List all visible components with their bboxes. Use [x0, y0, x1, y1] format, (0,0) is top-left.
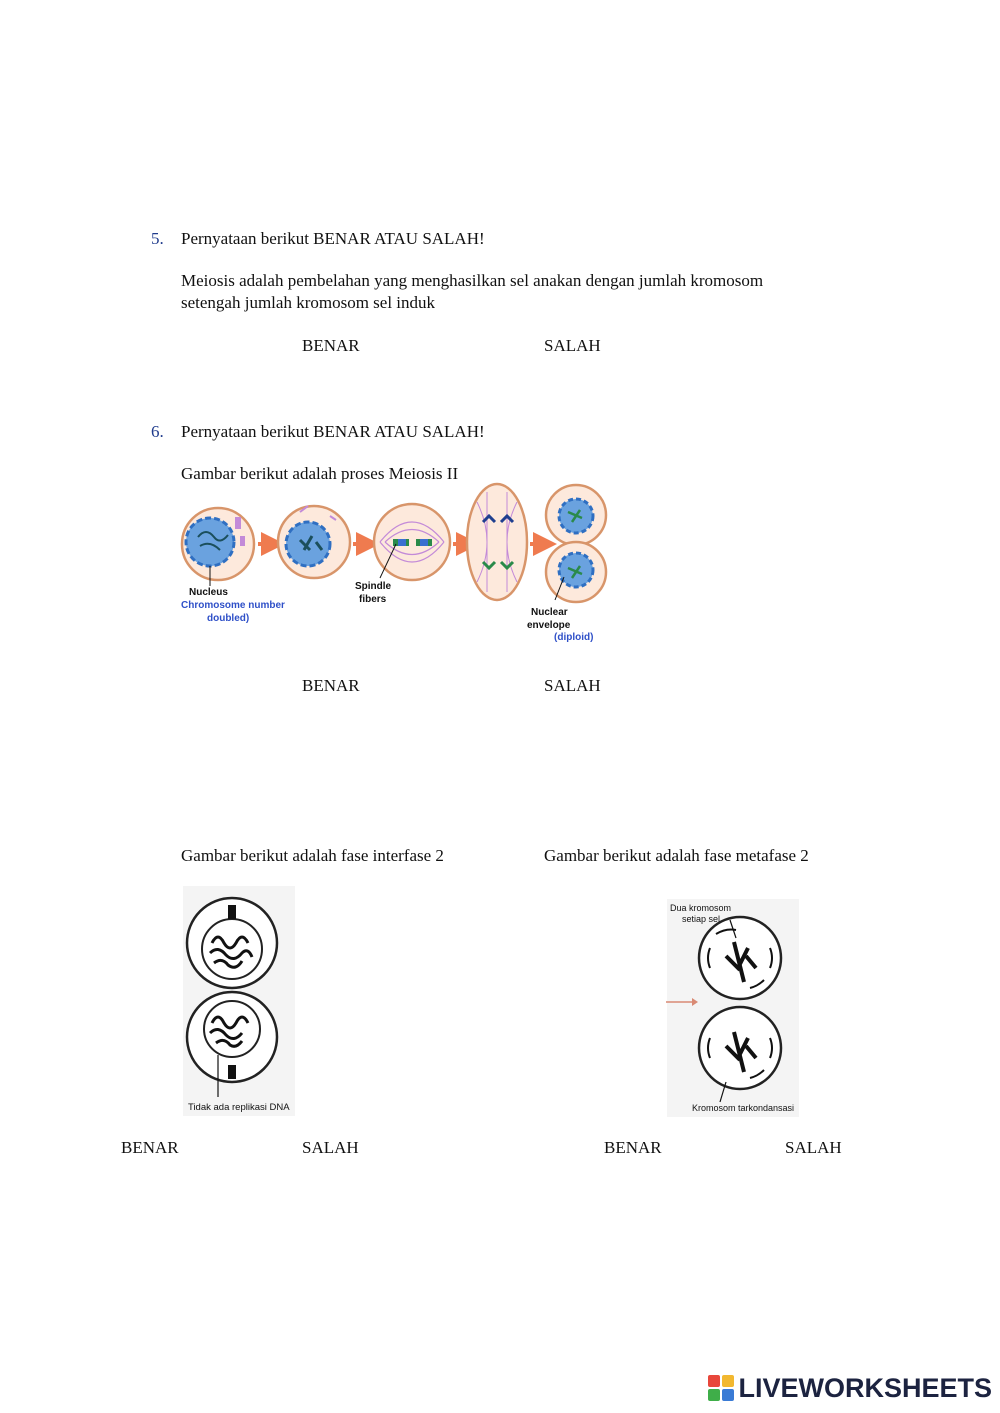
logo-text: LIVEWORKSHEETS	[738, 1372, 992, 1403]
label-dua-kromosom: Dua kromosom	[670, 903, 732, 913]
label-setiap-sel: setiap sel	[682, 914, 721, 924]
label-spindle: Spindle	[355, 581, 392, 592]
option-benar[interactable]: BENAR	[302, 676, 360, 695]
metafase-diagram	[666, 898, 800, 1118]
question-number: 5.	[151, 229, 164, 248]
statement: Gambar berikut adalah fase interfase 2	[181, 846, 444, 865]
cell-3	[374, 504, 450, 580]
option-benar[interactable]: BENAR	[604, 1138, 662, 1157]
statement: Gambar berikut adalah fase metafase 2	[544, 846, 809, 865]
question-number: 6.	[151, 422, 164, 441]
option-benar[interactable]: BENAR	[121, 1138, 179, 1157]
liveworksheets-logo	[708, 1371, 992, 1405]
label-tidak-ada-replikasi: Tidak ada replikasi DNA	[188, 1102, 290, 1113]
label-fibers: fibers	[359, 594, 387, 605]
label-chromosome-number: Chromosome number	[181, 600, 285, 611]
statement: Gambar berikut adalah proses Meiosis II	[181, 464, 459, 483]
logo-icon	[708, 1375, 734, 1401]
label-envelope: envelope	[527, 620, 571, 631]
option-salah[interactable]: SALAH	[544, 336, 601, 355]
label-kromosom-tarkondansasi: Kromosom tarkondansasi	[692, 1103, 795, 1113]
option-salah[interactable]: SALAH	[302, 1138, 359, 1157]
option-benar[interactable]: BENAR	[302, 336, 360, 355]
statement-line-1: Meiosis adalah pembelahan yang menghasilkan sel anakan dengan jumlah kromosom	[181, 271, 764, 290]
label-doubled: doubled)	[207, 613, 250, 624]
meiosis-diagram	[180, 482, 612, 644]
option-salah[interactable]: SALAH	[544, 676, 601, 695]
interfase-diagram	[182, 885, 296, 1117]
question-prompt: Pernyataan berikut BENAR ATAU SALAH!	[181, 229, 485, 248]
label-diploid: (diploid)	[554, 632, 594, 643]
cell-5	[546, 485, 606, 602]
cell-1	[182, 508, 254, 580]
question-prompt: Pernyataan berikut BENAR ATAU SALAH!	[181, 422, 485, 441]
label-nucleus: Nucleus	[189, 587, 228, 598]
label-nuclear: Nuclear	[531, 607, 568, 618]
cell-4	[467, 484, 527, 600]
cell-2	[278, 506, 350, 578]
statement-line-2: setengah jumlah kromosom sel induk	[181, 293, 436, 312]
option-salah[interactable]: SALAH	[785, 1138, 842, 1157]
